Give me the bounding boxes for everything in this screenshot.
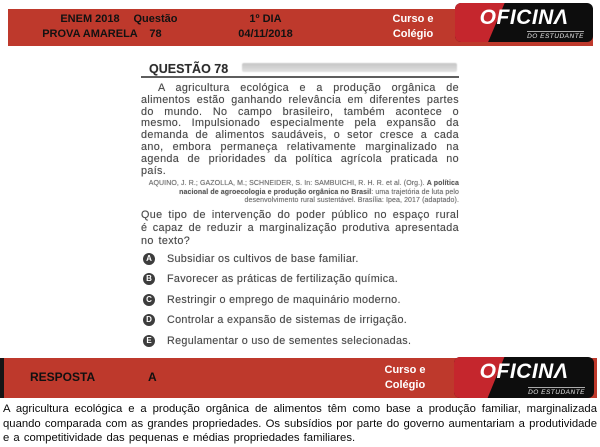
options-list xyxy=(141,253,459,347)
option-a-text: Subsidiar os cultivos de base familiar. xyxy=(167,252,359,265)
question-prompt: Que tipo de intervenção do poder público no espaço rural é capaz de reduzir a marginalização produtiva apresentada no texto? xyxy=(141,208,459,247)
header-day-block xyxy=(208,9,323,46)
answer-brand-line-1: Curso e xyxy=(384,364,426,376)
answer-bar xyxy=(0,358,597,398)
option-d-badge: D xyxy=(143,314,155,326)
question-heading-row xyxy=(141,60,459,78)
header-question-block xyxy=(123,9,188,46)
option-a xyxy=(141,253,459,265)
option-c-text: Restringir o emprego de maquinário moderno. xyxy=(167,293,401,306)
option-e-badge: E xyxy=(143,335,155,347)
option-b xyxy=(141,273,459,285)
answer-brand-block xyxy=(350,360,460,400)
option-c-badge: C xyxy=(143,294,155,306)
question-heading: QUESTÃO 78 xyxy=(149,62,229,76)
citation-title: A política nacional de agroecologia e produção orgânica no Brasil xyxy=(179,180,459,196)
option-d-text: Controlar a expansão de sistemas de irrigação. xyxy=(167,314,408,327)
answer-explanation: A agricultura ecológica e a produção orgânica de alimentos têm como base a produção familiar, marginalizada quando comparada com as grandes propriedades. Os subsídios por parte do governo aumentariam a produtividade e a competitividade das pequenas e médias propriedades familiares. xyxy=(3,403,597,445)
question-citation xyxy=(141,180,459,205)
option-d xyxy=(141,314,459,326)
answer-label: RESPOSTA xyxy=(30,370,96,384)
brand-line-1: Curso e xyxy=(392,13,434,25)
header-brand-block xyxy=(358,9,468,46)
option-a-badge: A xyxy=(143,253,155,265)
day-label: 1º DIA xyxy=(249,13,282,25)
question-number: 78 xyxy=(149,28,162,40)
logo-wordmark: OFICINΛ xyxy=(479,360,569,383)
logo-subtitle: DO ESTUDANTE xyxy=(528,389,585,396)
option-e xyxy=(141,335,459,347)
option-e-text: Regulamentar o uso de sementes selecionadas. xyxy=(167,334,412,347)
exam-title: ENEM 2018 xyxy=(60,13,120,25)
question-scan xyxy=(141,60,459,355)
oficina-logo-bottom xyxy=(454,357,594,398)
option-b-text: Favorecer as práticas de fertilização química. xyxy=(167,273,399,286)
answer-brand-line-2: Colégio xyxy=(384,379,426,391)
answer-bar-left-strip xyxy=(0,358,4,398)
logo-subtitle: DO ESTUDANTE xyxy=(527,33,584,40)
answer-value: A xyxy=(148,370,157,384)
option-b-badge: B xyxy=(143,273,155,285)
citation-authors: AQUINO, J. R.; GAZOLLA, M.; SCHNEIDER, S. In: SAMBUICHI, R. H. R. et al. (Org.). xyxy=(148,180,427,188)
oficina-logo xyxy=(455,3,593,42)
citation-tail: : uma trajetória de luta pelo desenvolvimento rural sustentável. Brasília: Ipea, 2017 (adaptado). xyxy=(244,188,459,204)
option-c xyxy=(141,294,459,306)
question-body-text: A agricultura ecológica e a produção orgânica de alimentos estão ganhando relevância em diferentes partes do mundo. No campo brasileiro, também acontece o mesmo. Impulsionado especialmente pela expansão da demanda de alimentos saudáveis, o setor cresce a cada ano, embora permaneça relativamente marginalizado na agenda de prioridades da política agrícola praticada no país. xyxy=(141,82,459,177)
brand-line-2: Colégio xyxy=(392,28,434,40)
question-label: Questão xyxy=(133,13,178,25)
prova-label: PROVA AMARELA xyxy=(42,28,138,40)
date-label: 04/11/2018 xyxy=(238,28,293,40)
logo-wordmark: OFICINΛ xyxy=(479,6,569,29)
scan-artifact-bar xyxy=(242,63,457,72)
